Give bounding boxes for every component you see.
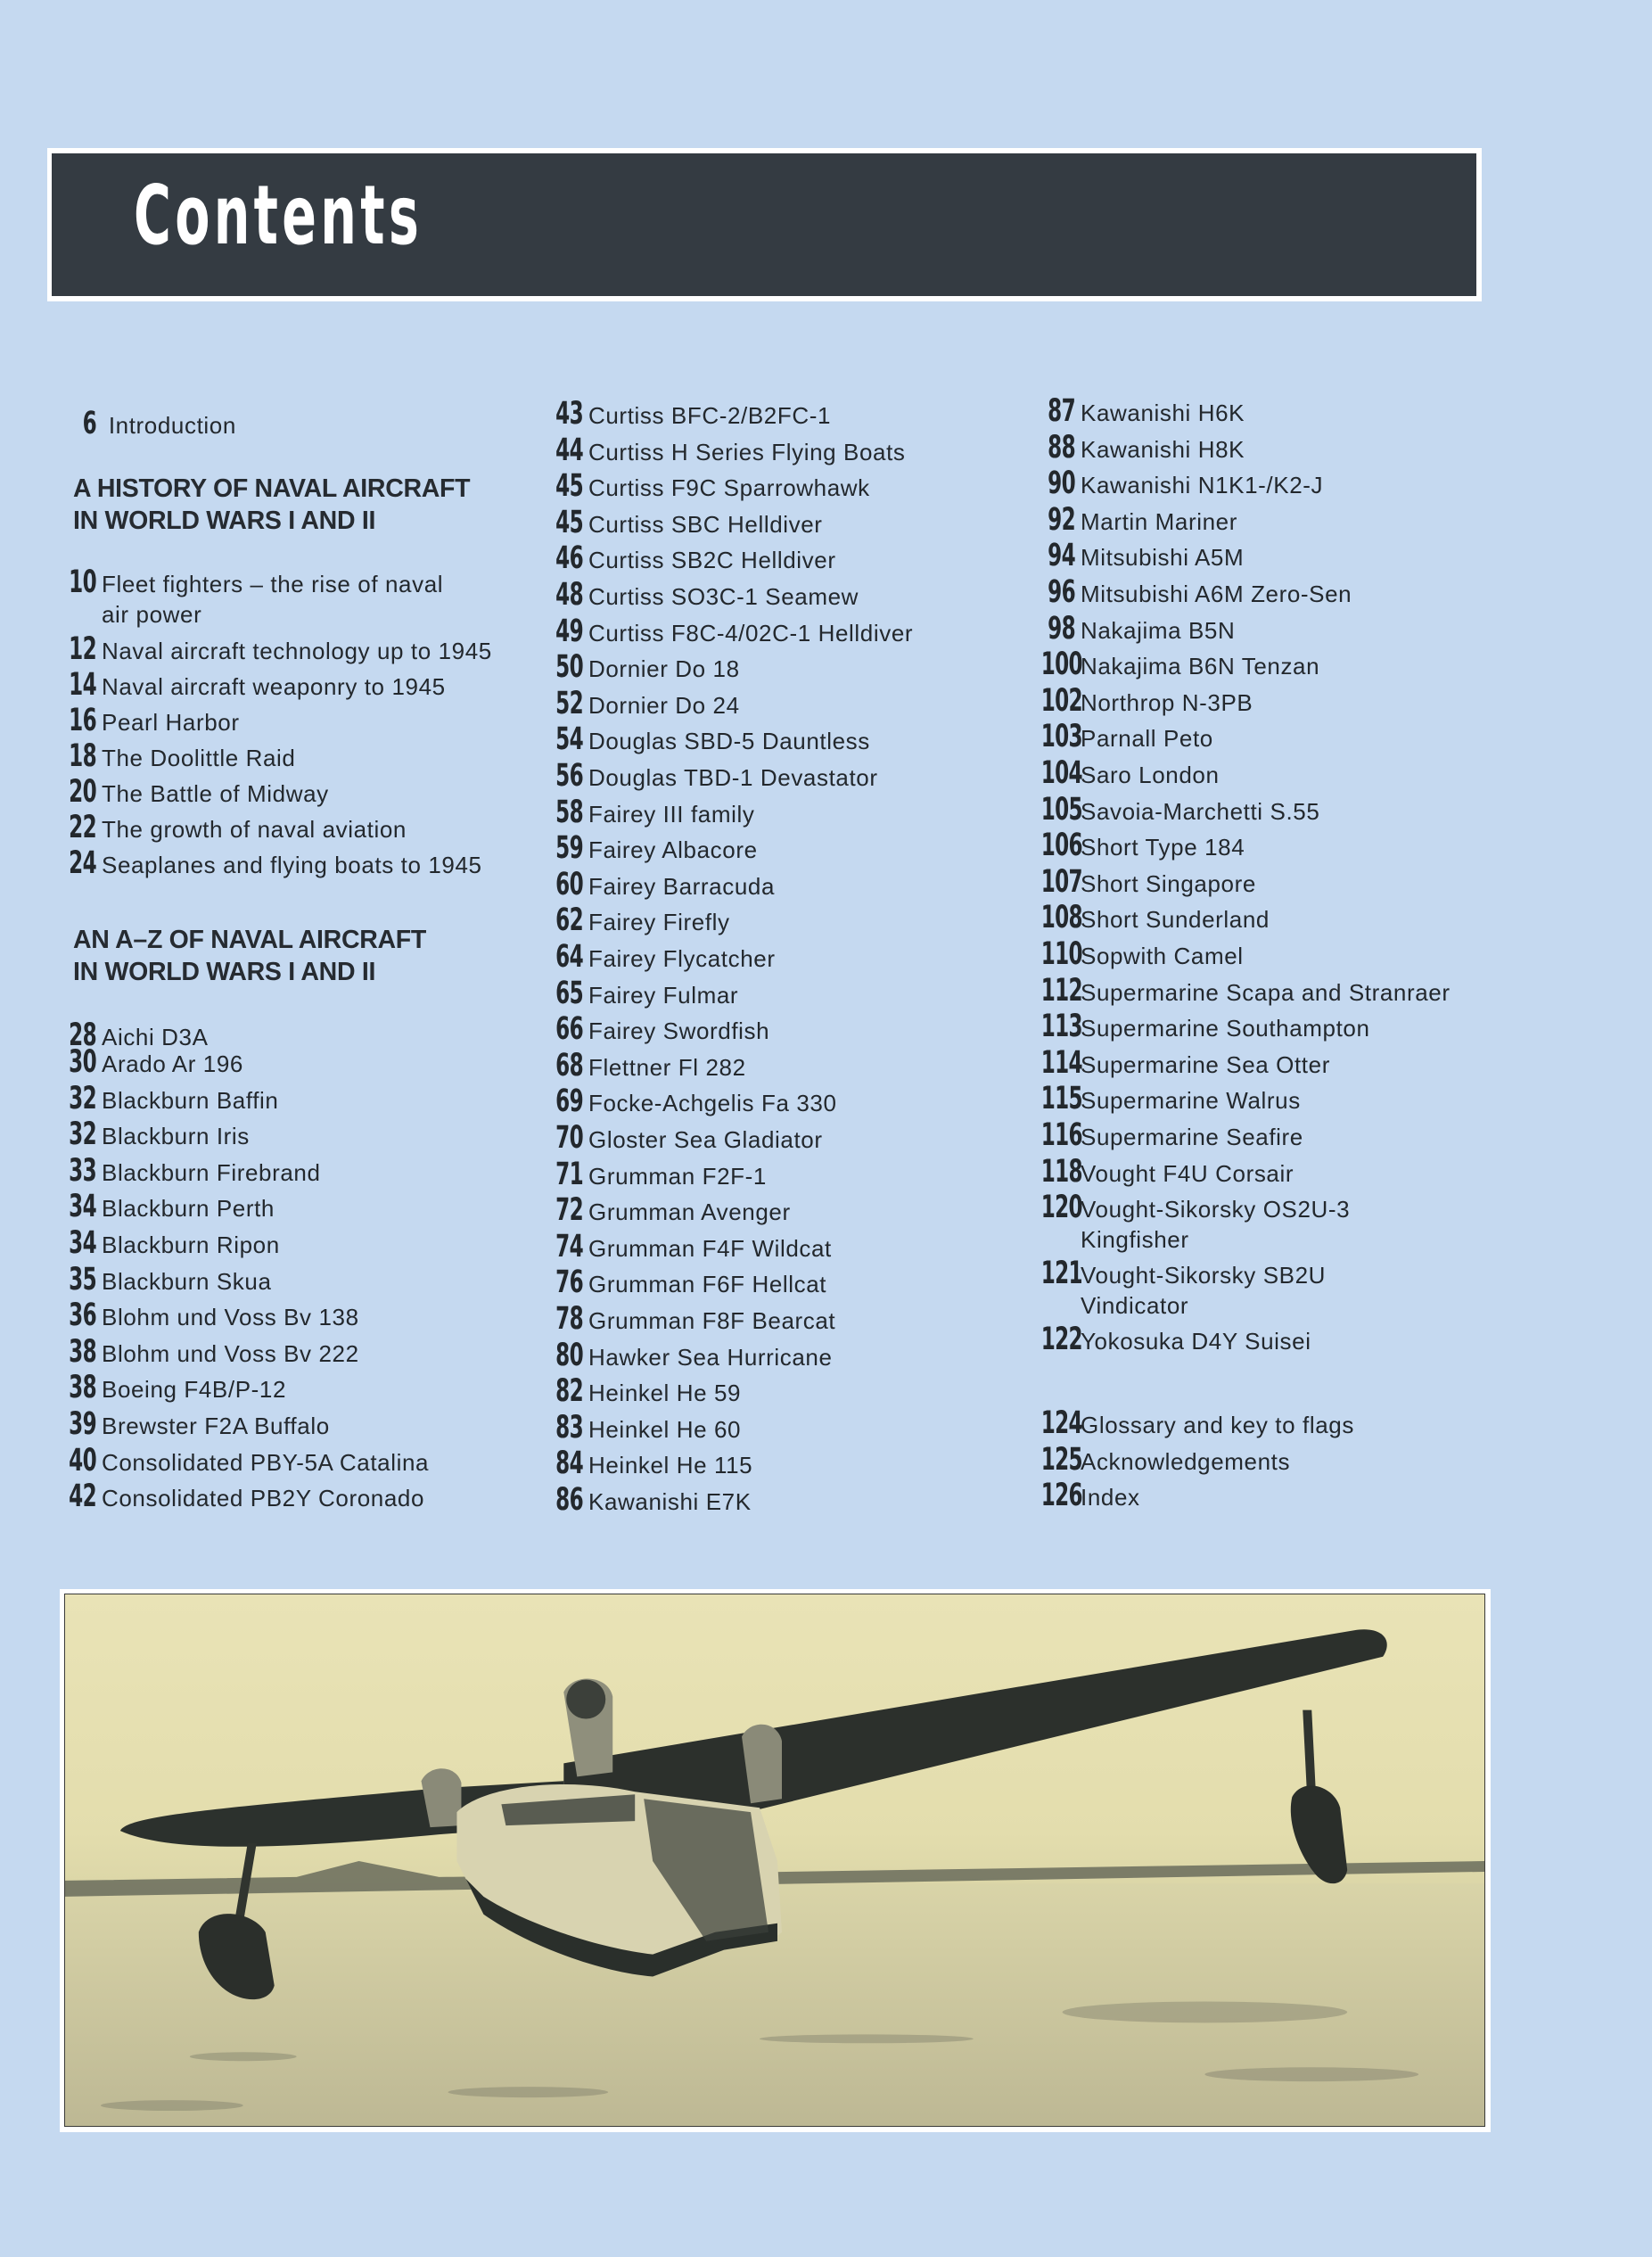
page-number: 112 bbox=[1040, 972, 1082, 1009]
page-number: 113 bbox=[1040, 1009, 1082, 1045]
entry-title: Blackburn Perth bbox=[102, 1195, 275, 1223]
toc-entry[interactable] bbox=[537, 432, 906, 468]
entry-title: Blackburn Iris bbox=[102, 1123, 250, 1150]
toc-entry[interactable] bbox=[1023, 721, 1213, 754]
page-number: 58 bbox=[555, 794, 583, 830]
entry-title: Short Sunderland bbox=[1081, 906, 1270, 934]
entry-title: Aichi D3A bbox=[102, 1024, 209, 1050]
toc-entry-introduction[interactable] bbox=[53, 408, 236, 441]
page-number: 106 bbox=[1040, 828, 1082, 864]
entry-title: Fairey Swordfish bbox=[588, 1017, 770, 1045]
toc-entry[interactable] bbox=[537, 1337, 833, 1373]
entry-title-continued: Vindicator bbox=[1081, 1292, 1189, 1320]
page-number: 39 bbox=[69, 1406, 96, 1442]
entry-title: Curtiss SBC Helldiver bbox=[588, 510, 823, 538]
entry-title: Blackburn Baffin bbox=[102, 1086, 279, 1114]
toc-entry[interactable] bbox=[537, 540, 836, 577]
header-bar bbox=[52, 153, 1476, 296]
entry-title: Parnall Peto bbox=[1081, 725, 1213, 753]
entry-title: Gloster Sea Gladiator bbox=[588, 1126, 823, 1153]
page-number: 96 bbox=[1048, 574, 1075, 610]
flying-boat-illustration bbox=[65, 1594, 1484, 2126]
page-number: 76 bbox=[555, 1264, 583, 1301]
toc-entry[interactable] bbox=[1023, 755, 1220, 791]
toc-entry[interactable] bbox=[53, 667, 446, 703]
toc-entry[interactable] bbox=[53, 564, 444, 630]
toc-entry[interactable] bbox=[537, 1083, 837, 1120]
toc-entry[interactable] bbox=[1023, 1324, 1311, 1356]
toc-entry[interactable] bbox=[537, 1228, 832, 1264]
page-number: 126 bbox=[1040, 1478, 1082, 1513]
heading-line: A HISTORY OF NAVAL AIRCRAFT bbox=[73, 474, 471, 503]
page-number: 56 bbox=[555, 758, 583, 794]
toc-entry[interactable] bbox=[53, 1481, 424, 1513]
entry-title: Flettner Fl 282 bbox=[588, 1053, 746, 1081]
entry-title: Vought F4U Corsair bbox=[1081, 1159, 1294, 1187]
entry-title: Consolidated PBY-5A Catalina bbox=[102, 1448, 430, 1476]
entry-title: Index bbox=[1081, 1484, 1140, 1511]
toc-entry[interactable] bbox=[537, 1192, 791, 1229]
contents-header bbox=[47, 148, 1482, 301]
entry-title: Heinkel He 115 bbox=[588, 1452, 753, 1479]
entry-title: Curtiss BFC-2/B2FC-1 bbox=[588, 402, 832, 429]
page-number: 104 bbox=[1040, 755, 1082, 791]
toc-entry[interactable] bbox=[53, 1372, 286, 1404]
page-number: 10 bbox=[69, 564, 96, 600]
page-number: 60 bbox=[555, 866, 583, 902]
heading-line: IN WORLD WARS I AND II bbox=[73, 958, 376, 986]
entry-title: Mitsubishi A5M bbox=[1081, 544, 1245, 572]
page-number: 33 bbox=[69, 1152, 96, 1189]
page-number: 102 bbox=[1040, 682, 1082, 719]
entry-title: Kawanishi E7K bbox=[588, 1488, 752, 1515]
toc-entry[interactable] bbox=[53, 738, 296, 774]
toc-entry[interactable] bbox=[537, 613, 914, 649]
entry-title: Fairey Albacore bbox=[588, 836, 758, 864]
page-number: 28 bbox=[69, 1017, 96, 1053]
entry-title: Boeing F4B/P-12 bbox=[102, 1376, 287, 1404]
entry-title: Naval aircraft weaponry to 1945 bbox=[102, 673, 446, 700]
heading-line: AN A–Z OF NAVAL AIRCRAFT bbox=[73, 926, 427, 954]
page-number: 80 bbox=[555, 1337, 583, 1373]
page-number: 71 bbox=[555, 1156, 583, 1192]
entry-title: Blackburn Ripon bbox=[102, 1231, 280, 1258]
entry-title: The growth of naval aviation bbox=[102, 816, 407, 843]
entry-title: Curtiss SB2C Helldiver bbox=[588, 547, 836, 574]
entry-title: Blackburn Firebrand bbox=[102, 1158, 321, 1186]
entry-title: Fairey Barracuda bbox=[588, 872, 776, 900]
toc-entry[interactable] bbox=[1023, 682, 1253, 719]
entry-title: Supermarine Scapa and Stranraer bbox=[1081, 978, 1451, 1006]
entry-title: Seaplanes and flying boats to 1945 bbox=[102, 852, 482, 878]
toc-entry[interactable] bbox=[537, 721, 870, 758]
toc-entry[interactable] bbox=[53, 1152, 321, 1189]
page-number: 118 bbox=[1040, 1153, 1082, 1190]
entry-title: Saro London bbox=[1081, 762, 1220, 788]
page-number: 45 bbox=[555, 468, 583, 505]
entry-title: Short Singapore bbox=[1081, 869, 1256, 897]
entry-title: Blackburn Skua bbox=[102, 1267, 272, 1295]
entry-title: Blohm und Voss Bv 138 bbox=[102, 1304, 359, 1331]
toc-entry[interactable] bbox=[537, 396, 832, 432]
toc-entry[interactable] bbox=[537, 1120, 823, 1156]
page-number: 108 bbox=[1040, 900, 1082, 936]
entry-title: Dornier Do 18 bbox=[588, 655, 740, 683]
toc-entry[interactable] bbox=[53, 812, 407, 844]
page-number: 64 bbox=[555, 939, 583, 975]
toc-entry[interactable] bbox=[537, 577, 859, 613]
entry-title: Hawker Sea Hurricane bbox=[588, 1343, 833, 1371]
toc-entry[interactable] bbox=[53, 1080, 279, 1116]
toc-entry[interactable] bbox=[537, 1448, 752, 1480]
entry-title: Kawanishi N1K1-/K2-J bbox=[1081, 472, 1324, 499]
toc-entry[interactable] bbox=[537, 794, 755, 830]
entry-title: Yokosuka D4Y Suisei bbox=[1081, 1328, 1311, 1355]
entry-title: Martin Mariner bbox=[1081, 507, 1237, 535]
toc-entry[interactable] bbox=[537, 1482, 752, 1518]
page-number: 122 bbox=[1040, 1322, 1082, 1358]
entry-title: Introduction bbox=[108, 412, 236, 439]
entry-title: Short Type 184 bbox=[1081, 834, 1245, 861]
page-number: 46 bbox=[555, 540, 583, 577]
toc-entry[interactable] bbox=[1023, 1117, 1303, 1153]
entry-title: Curtiss F9C Sparrowhawk bbox=[588, 474, 870, 502]
page-number: 44 bbox=[555, 432, 583, 468]
entry-title: Kawanishi H6K bbox=[1081, 400, 1245, 426]
page-number: 88 bbox=[1048, 429, 1075, 465]
page-number: 98 bbox=[1048, 610, 1075, 647]
page-number: 32 bbox=[69, 1080, 96, 1116]
toc-entry[interactable] bbox=[53, 1261, 272, 1297]
entry-title: Fairey Firefly bbox=[588, 909, 730, 936]
page-number: 38 bbox=[69, 1370, 96, 1406]
toc-entry[interactable] bbox=[1023, 1405, 1354, 1441]
page-number: 69 bbox=[555, 1083, 583, 1120]
toc-entry[interactable] bbox=[537, 1409, 742, 1446]
page-number: 90 bbox=[1048, 465, 1075, 502]
entry-title: Supermarine Southampton bbox=[1081, 1015, 1370, 1042]
page-number: 40 bbox=[69, 1442, 96, 1479]
page-number: 14 bbox=[69, 667, 96, 703]
entry-title: Douglas SBD-5 Dauntless bbox=[588, 728, 870, 755]
toc-entry[interactable] bbox=[537, 866, 776, 902]
page-number: 84 bbox=[555, 1446, 583, 1482]
page-number: 42 bbox=[69, 1479, 96, 1515]
entry-title-continued: Kingfisher bbox=[1081, 1226, 1189, 1254]
toc-entry[interactable] bbox=[1023, 1044, 1330, 1081]
page-number: 20 bbox=[69, 774, 96, 810]
page-number: 87 bbox=[1048, 393, 1075, 429]
page-number: 52 bbox=[555, 685, 583, 721]
toc-entry[interactable] bbox=[1023, 936, 1244, 972]
page-number: 100 bbox=[1040, 647, 1082, 683]
page-number: 54 bbox=[555, 721, 583, 758]
toc-entry[interactable] bbox=[537, 685, 740, 721]
page-number: 36 bbox=[69, 1297, 96, 1334]
entry-title: Brewster F2A Buffalo bbox=[102, 1413, 330, 1439]
page-number: 82 bbox=[555, 1373, 583, 1410]
entry-title: Grumman F6F Hellcat bbox=[588, 1271, 827, 1298]
page-number: 70 bbox=[555, 1120, 583, 1156]
page-number: 107 bbox=[1040, 863, 1082, 900]
toc-entry[interactable] bbox=[537, 468, 870, 505]
entry-title: Nakajima B6N Tenzan bbox=[1081, 653, 1320, 680]
toc-entry[interactable] bbox=[537, 830, 758, 867]
toc-entry[interactable] bbox=[537, 1047, 746, 1083]
page-number: 22 bbox=[69, 810, 96, 845]
toc-entry[interactable] bbox=[1023, 1192, 1350, 1256]
toc-entry[interactable] bbox=[537, 1301, 836, 1337]
page-number: 30 bbox=[69, 1044, 96, 1080]
entry-title: Heinkel He 60 bbox=[588, 1415, 742, 1443]
entry-title: Blohm und Voss Bv 222 bbox=[102, 1339, 359, 1367]
entry-title: Vought-Sikorsky OS2U-3 bbox=[1081, 1196, 1351, 1223]
page-number: 105 bbox=[1040, 791, 1082, 828]
entry-title: Curtiss F8C-4/02C-1 Helldiver bbox=[588, 619, 914, 647]
entry-title: Grumman F2F-1 bbox=[588, 1162, 767, 1190]
toc-entry[interactable] bbox=[1023, 1442, 1291, 1478]
section-heading-history bbox=[73, 473, 470, 537]
entry-title: Douglas TBD-1 Devastator bbox=[588, 764, 878, 791]
page-number: 66 bbox=[555, 1011, 583, 1048]
entry-title: Curtiss SO3C-1 Seamew bbox=[588, 583, 859, 610]
toc-entry[interactable] bbox=[537, 939, 776, 975]
page-number: 110 bbox=[1040, 936, 1082, 972]
page-number: 62 bbox=[555, 902, 583, 939]
toc-entry[interactable] bbox=[537, 902, 730, 939]
toc-entry[interactable] bbox=[1023, 972, 1451, 1009]
page-number: 35 bbox=[69, 1261, 96, 1297]
page-number: 120 bbox=[1040, 1190, 1082, 1226]
toc-entry[interactable] bbox=[53, 1191, 275, 1223]
page-number: 49 bbox=[555, 613, 583, 649]
heading-line: IN WORLD WARS I AND II bbox=[73, 507, 376, 535]
toc-entry[interactable] bbox=[537, 649, 740, 686]
toc-entry[interactable] bbox=[1023, 1083, 1301, 1116]
toc-entry[interactable] bbox=[53, 1225, 280, 1261]
entry-title: Kawanishi H8K bbox=[1081, 435, 1245, 463]
flying-boat-photo bbox=[64, 1594, 1485, 2127]
toc-entry[interactable] bbox=[537, 1156, 767, 1192]
entry-title: Fairey III family bbox=[588, 800, 755, 828]
toc-entry[interactable] bbox=[1023, 649, 1319, 681]
toc-entry[interactable] bbox=[1023, 830, 1245, 862]
toc-entry[interactable] bbox=[537, 504, 823, 540]
page-number: 86 bbox=[555, 1482, 583, 1518]
toc-entry[interactable] bbox=[1023, 501, 1237, 538]
entry-title: Sopwith Camel bbox=[1081, 943, 1244, 969]
entry-title: The Battle of Midway bbox=[102, 780, 329, 807]
entry-title: Focke-Achgelis Fa 330 bbox=[588, 1090, 837, 1117]
page-number: 103 bbox=[1040, 719, 1082, 755]
page-number: 12 bbox=[69, 631, 96, 667]
page-number: 92 bbox=[1048, 501, 1075, 538]
toc-entry[interactable] bbox=[53, 1333, 359, 1370]
entry-title: Supermarine Seafire bbox=[1081, 1124, 1303, 1150]
toc-entry[interactable] bbox=[1023, 610, 1236, 647]
toc-entry[interactable] bbox=[53, 631, 492, 667]
page-number: 50 bbox=[555, 649, 583, 686]
toc-entry[interactable] bbox=[1023, 1153, 1294, 1190]
entry-title: Heinkel He 59 bbox=[588, 1380, 742, 1407]
toc-entry[interactable] bbox=[1023, 429, 1245, 465]
page-number: 32 bbox=[69, 1116, 96, 1153]
entry-title: Arado Ar 196 bbox=[102, 1050, 243, 1077]
entry-title: Mitsubishi A6M Zero-Sen bbox=[1081, 581, 1352, 607]
toc-entry[interactable] bbox=[1023, 1480, 1140, 1512]
entry-title: Naval aircraft technology up to 1945 bbox=[102, 638, 492, 664]
page-number: 59 bbox=[555, 830, 583, 867]
page-title: Contents bbox=[134, 168, 423, 263]
entry-title: Dornier Do 24 bbox=[588, 691, 740, 719]
toc-entry[interactable] bbox=[537, 758, 878, 794]
page-number: 45 bbox=[555, 504, 583, 540]
photo-frame bbox=[60, 1589, 1491, 2132]
toc-entry[interactable] bbox=[1023, 902, 1270, 935]
entry-title: Fairey Fulmar bbox=[588, 981, 739, 1009]
entry-title: The Doolittle Raid bbox=[102, 745, 296, 771]
toc-entry[interactable] bbox=[1023, 863, 1256, 900]
page-number: 72 bbox=[555, 1192, 583, 1229]
entry-title: Nakajima B5N bbox=[1081, 616, 1236, 644]
toc-entry[interactable] bbox=[537, 1373, 742, 1410]
toc-entry[interactable] bbox=[1023, 465, 1324, 502]
page-number: 65 bbox=[555, 975, 583, 1011]
page-number: 24 bbox=[69, 845, 96, 881]
page-number: 94 bbox=[1048, 538, 1075, 574]
entry-title: Pearl Harbor bbox=[102, 709, 240, 736]
entry-title: Curtiss H Series Flying Boats bbox=[588, 438, 906, 465]
page-number: 16 bbox=[69, 703, 96, 738]
toc-entry[interactable] bbox=[537, 1011, 770, 1048]
page-number: 116 bbox=[1040, 1117, 1082, 1153]
page-number: 34 bbox=[69, 1225, 96, 1261]
entry-title: Grumman F4F Wildcat bbox=[588, 1234, 832, 1262]
page-number: 6 bbox=[82, 406, 96, 441]
toc-entry[interactable] bbox=[1023, 540, 1244, 572]
entry-title: Fairey Flycatcher bbox=[588, 945, 776, 972]
page-number: 121 bbox=[1040, 1256, 1082, 1292]
toc-entry[interactable] bbox=[53, 705, 240, 737]
toc-entry[interactable] bbox=[53, 774, 329, 810]
entry-title: Consolidated PB2Y Coronado bbox=[102, 1485, 425, 1512]
toc-entry[interactable] bbox=[1023, 1011, 1370, 1043]
page-number: 74 bbox=[555, 1228, 583, 1264]
toc-entry[interactable] bbox=[53, 1116, 250, 1153]
toc-entry[interactable] bbox=[53, 845, 482, 881]
toc-entry[interactable] bbox=[53, 1406, 330, 1442]
page-number: 83 bbox=[555, 1409, 583, 1446]
entry-title: Glossary and key to flags bbox=[1081, 1412, 1354, 1438]
page-number: 48 bbox=[555, 577, 583, 613]
entry-title: Supermarine Walrus bbox=[1081, 1087, 1301, 1115]
entry-title: Fleet fighters – the rise of naval bbox=[102, 571, 444, 597]
entry-title: Northrop N-3PB bbox=[1081, 688, 1253, 716]
toc-entry[interactable] bbox=[537, 975, 739, 1011]
entry-title: Supermarine Sea Otter bbox=[1081, 1050, 1330, 1078]
page-number: 18 bbox=[69, 738, 96, 774]
page-number: 115 bbox=[1040, 1081, 1082, 1117]
section-heading-az bbox=[73, 924, 426, 988]
toc-entry[interactable] bbox=[1023, 393, 1245, 429]
entry-title: Grumman F8F Bearcat bbox=[588, 1307, 836, 1334]
entry-title: Acknowledgements bbox=[1081, 1448, 1291, 1475]
toc-entry[interactable] bbox=[53, 1044, 243, 1080]
page-number: 124 bbox=[1040, 1405, 1082, 1441]
toc-entry[interactable] bbox=[537, 1264, 827, 1301]
entry-title: Savoia-Marchetti S.55 bbox=[1081, 797, 1320, 825]
page-number: 114 bbox=[1040, 1044, 1082, 1081]
page-number: 125 bbox=[1040, 1442, 1082, 1478]
entry-title: Vought-Sikorsky SB2U bbox=[1081, 1262, 1327, 1289]
toc-entry[interactable] bbox=[1023, 1258, 1326, 1322]
page-number: 78 bbox=[555, 1301, 583, 1337]
toc-entry[interactable] bbox=[1023, 791, 1320, 828]
toc-entry[interactable] bbox=[53, 1297, 359, 1334]
page-number: 38 bbox=[69, 1333, 96, 1370]
page-number: 43 bbox=[555, 396, 583, 432]
toc-entry[interactable] bbox=[53, 1442, 430, 1479]
entry-title: Grumman Avenger bbox=[588, 1199, 791, 1226]
toc-entry[interactable] bbox=[1023, 574, 1352, 610]
page-number: 68 bbox=[555, 1047, 583, 1083]
page-number: 34 bbox=[69, 1189, 96, 1225]
entry-title-continued: air power bbox=[102, 601, 202, 628]
